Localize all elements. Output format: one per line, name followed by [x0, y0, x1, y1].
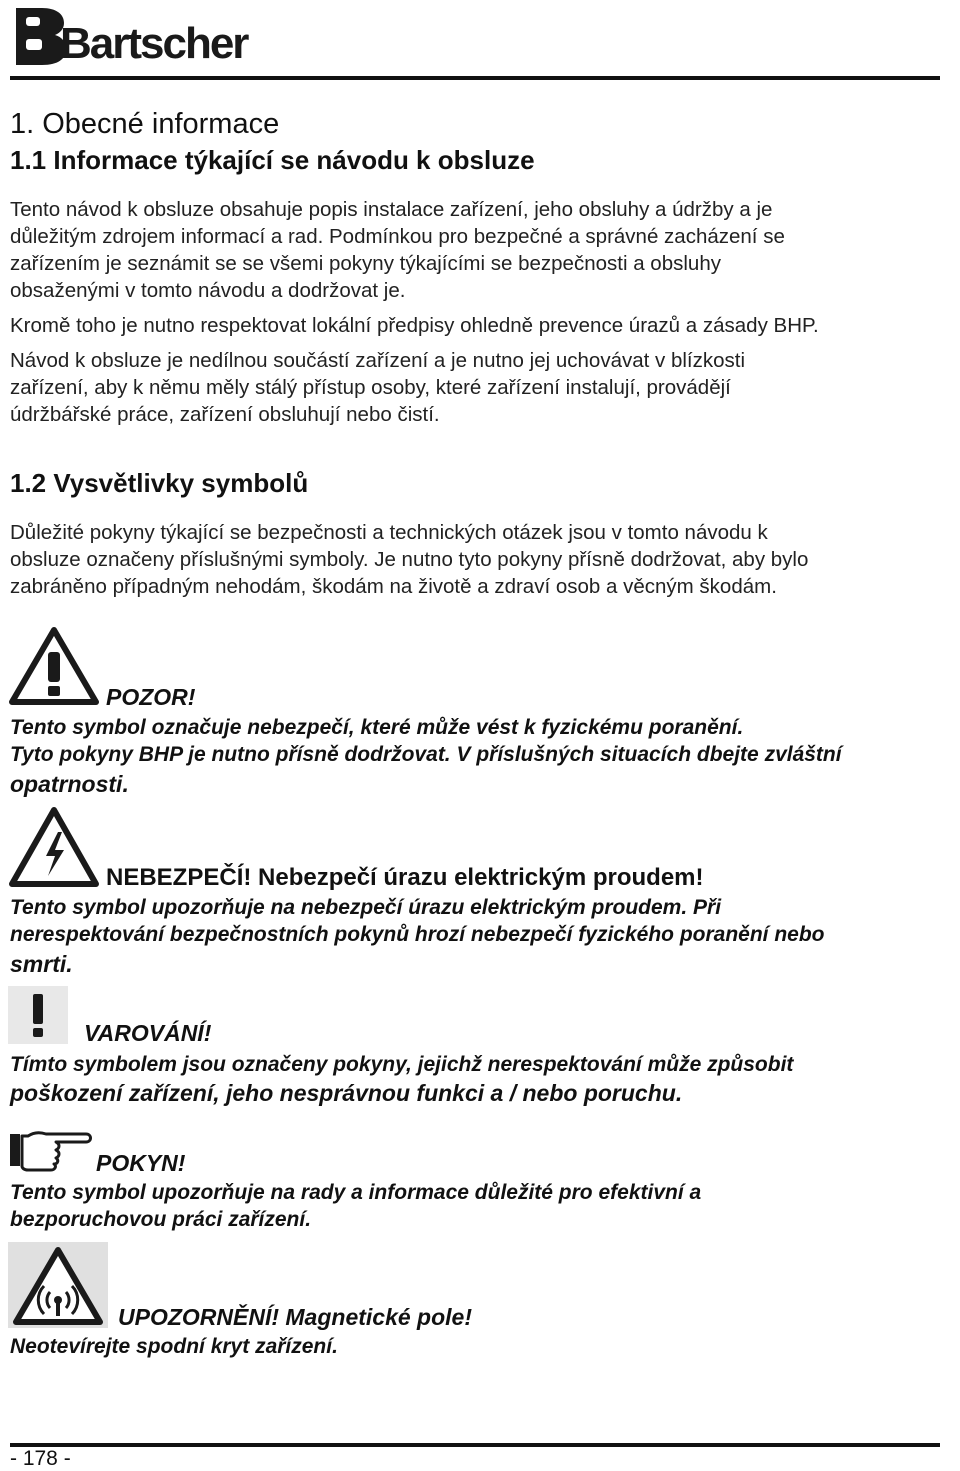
paragraph-line: obsluze označeny příslušnými symboly. Je nutno tyto pokyny přísně dodržovat, aby bylo — [10, 548, 809, 571]
paragraph-line: Tento návod k obsluze obsahuje popis instalace zařízení, jeho obsluhy a údržby a je — [10, 198, 773, 221]
svg-text:Bartscher: Bartscher — [60, 19, 248, 68]
paragraph-line: Návod k obsluze je nedílnou součástí zařízení a je nutno jej uchovávat v blízkosti — [10, 349, 746, 372]
symbol-title-pozor: POZOR! — [106, 684, 196, 710]
paragraph-line: Kromě toho je nutno respektovat lokální předpisy ohledně prevence úrazů a zásady BHP. — [10, 314, 819, 337]
symbol-text-line: Tento symbol označuje nebezpečí, které může vést k fyzickému poranění. — [10, 716, 744, 739]
paragraph-line: obsaženými v tomto návodu a dodržovat je. — [10, 279, 406, 302]
paragraph-line: zařízení, aby k němu měly stálý přístup osoby, které zařízení instalují, provádějí — [10, 376, 731, 399]
footer-rule — [10, 1443, 940, 1447]
symbol-text-line: poškození zařízení, jeho nesprávnou funkci a / nebo poruchu. — [10, 1080, 683, 1106]
symbol-text-line: nerespektování bezpečnostních pokynů hrozí nebezpečí fyzického poranění nebo — [10, 923, 825, 946]
symbol-text-line: Neotevírejte spodní kryt zařízení. — [10, 1335, 338, 1358]
warning-triangle-icon — [8, 626, 100, 706]
symbol-text-line: Tyto pokyny BHP je nutno přísně dodržovat. V příslušných situacích dbejte zvláštní — [10, 743, 842, 766]
pointing-hand-icon — [8, 1128, 94, 1172]
symbol-text-line: bezporuchovou práci zařízení. — [10, 1208, 312, 1231]
paragraph-line: Důležité pokyny týkající se bezpečnosti a technických otázek jsou v tomto návodu k — [10, 521, 768, 544]
symbol-title-nebezpeci: NEBEZPEČÍ! Nebezpečí úrazu elektrickým proudem! — [106, 864, 704, 891]
heading-obecne-informace: 1. Obecné informace — [10, 108, 280, 140]
bartscher-logo — [10, 2, 248, 68]
electric-hazard-icon — [8, 806, 100, 888]
magnetic-field-icon — [8, 1242, 108, 1328]
paragraph-line: důležitým zdrojem informací a rad. Podmínkou pro bezpečné a správné zacházení se — [10, 225, 785, 248]
symbol-title-upozorneni: UPOZORNĚNÍ! Magnetické pole! — [118, 1304, 472, 1330]
symbol-text-line: opatrnosti. — [10, 771, 129, 797]
symbol-text-line: Tímto symbolem jsou označeny pokyny, jejichž nerespektování může způsobit — [10, 1053, 794, 1076]
symbol-title-varovani: VAROVÁNÍ! — [84, 1020, 212, 1046]
symbol-text-line: smrti. — [10, 951, 73, 977]
header-rule — [10, 76, 940, 80]
page-number: - 178 - — [10, 1447, 71, 1470]
symbol-text-line: Tento symbol upozorňuje na nebezpečí úrazu elektrickým proudem. Při — [10, 896, 722, 919]
heading-informace-navod: 1.1 Informace týkající se návodu k obsluze — [10, 145, 535, 175]
paragraph-line: údržbářské práce, zařízení obsluhují nebo čistí. — [10, 403, 440, 426]
exclamation-box-icon — [8, 986, 68, 1044]
heading-vysvetlivky-symbolu: 1.2 Vysvětlivky symbolů — [10, 468, 309, 498]
paragraph-line: zabráněno případným nehodám, škodám na životě a zdraví osob a věcným škodám. — [10, 575, 777, 598]
symbol-title-pokyn: POKYN! — [96, 1150, 186, 1176]
symbol-text-line: Tento symbol upozorňuje na rady a informace důležité pro efektivní a — [10, 1181, 702, 1204]
paragraph-line: zařízením je seznámit se se všemi pokyny týkajícími se bezpečnosti a obsluhy — [10, 252, 721, 275]
